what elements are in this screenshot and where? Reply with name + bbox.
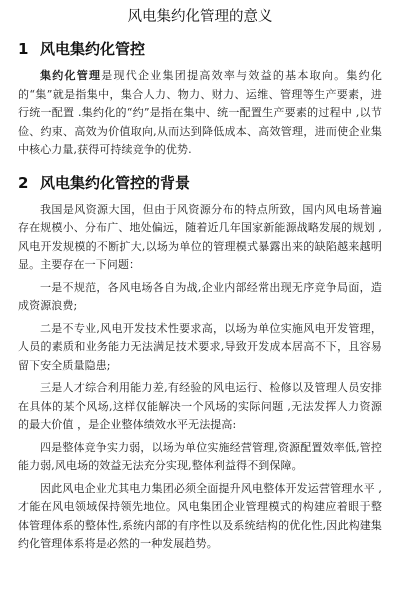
- section-2-paragraph-3: 二是不专业,风电开发技术性要求高，以场为单位实施风电开发管理，人员的素质和业务能力无法满足技术要求,导致开发成本居高不下，且容易留下安全质量隐患;: [18, 321, 382, 372]
- section-2-number: 2: [18, 173, 29, 192]
- section-2-paragraph-5: 四是整体竞争实力弱，以场为单位实施经营管理,资源配置效率低,管控能力弱,风电场的效益无法充分实现,整体利益得不到保障。: [18, 440, 382, 472]
- document-title: 风电集约化管理的意义: [127, 9, 273, 25]
- section-2-title: 风电集约化管控的背景: [40, 173, 191, 192]
- section-2-paragraph-2: 一是不规范，各风电场各自为战,企业内部经常出现无序竞争局面，造成资源浪费;: [18, 280, 382, 312]
- section-1-heading: [18, 38, 382, 59]
- paragraph-text: 是现代企业集团提高效率与效益的基本取向。集约化的“集”就是指集中，集合人力、物力、财力、运维、管理等生产要素，进行统一配置 .集约化的“约”是指在集中、统一配置生产要素的过程中 ,以节俭、约束、高效为价值取向,从而达到降低成本、高效管理，进而使企业集中核心力量,获得可持续竞争的优势.: [18, 69, 382, 156]
- section-1-paragraph: [18, 67, 382, 160]
- section-2-heading: [18, 172, 382, 193]
- section-2-paragraph-4: 三是人才综合利用能力差,有经验的风电运行、检修以及管理人员安排在具体的某个风场,这样仅能解决一个风场的实际问题 ,无法发挥人力资源的最大价值 ，是企业整体绩效水平无法提高:: [18, 381, 382, 431]
- section-1-title: 风电集约化管控: [40, 40, 146, 58]
- section-1-number: 1: [18, 40, 29, 58]
- bold-term: 集约化管理: [40, 69, 102, 82]
- section-2: [18, 172, 382, 554]
- section-2-paragraph-1: 我国是风资源大国，但由于风资源分布的特点所致，国内风电场普遍存在规模小、分布广、地处偏远，随着近几年国家新能源战略发展的规划 ,风电开发规模的不断扩大,以场为单位的管理模式暴露出来的缺陷越来越明显。主要存在一下问题：: [18, 202, 382, 271]
- section-1: [18, 38, 382, 160]
- section-2-paragraph-6: 因此风电企业尤其电力集团必须全面提升风电整体开发运营管理水平 ,才能在风电领域保持领先地位。风电集团企业管理模式的构建应着眼于整体管理体系的整体性,系统内部的有序性以及系统结构的优化性,因此构建集约化管理体系将是必然的一种发展趋势。: [18, 481, 382, 550]
